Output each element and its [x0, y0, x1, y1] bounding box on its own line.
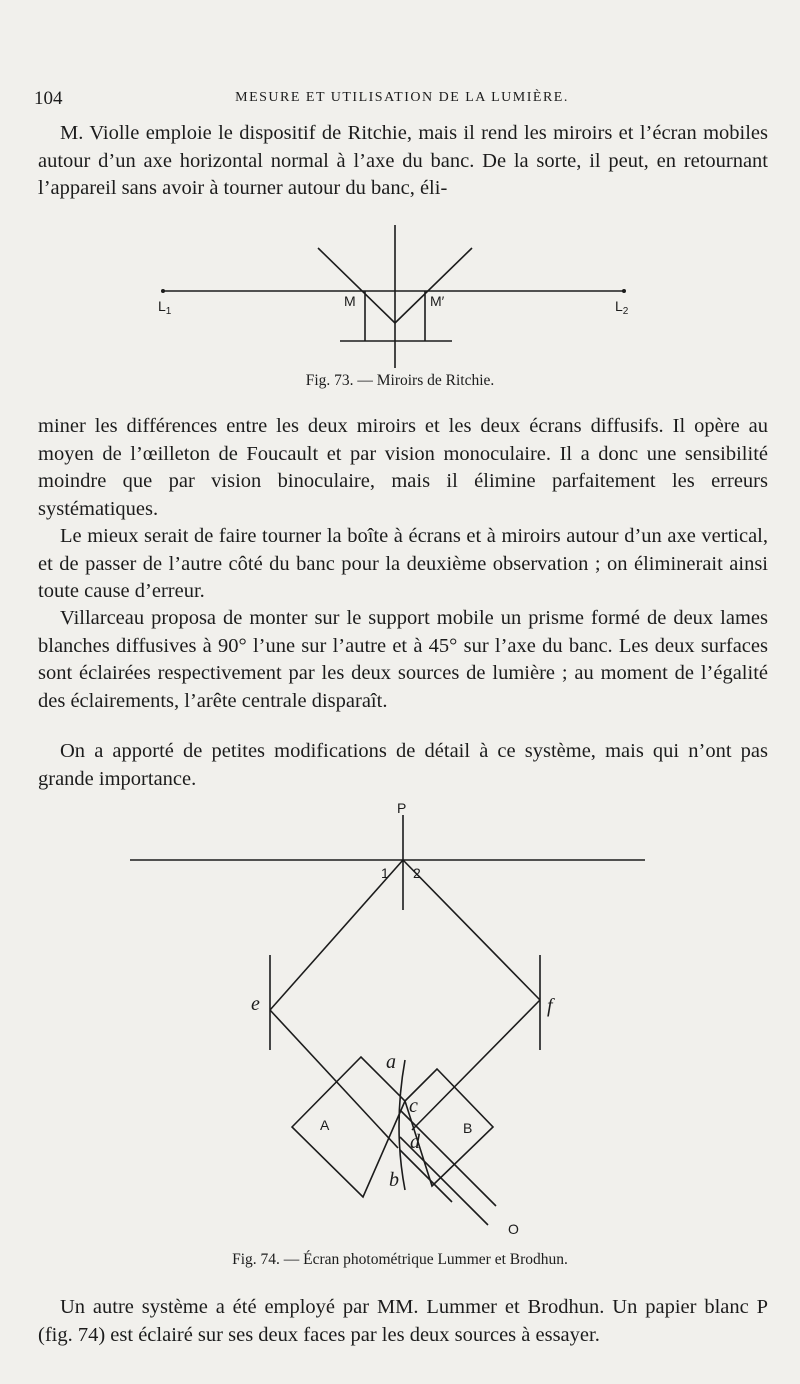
paragraph-violle: M. Violle emploie le dispositif de Ritchie, mais il rend les miroirs et l’écran mobiles autour d’un axe horizontal normal à l’axe du banc. De la sorte, il peut, en retournant l’appareil sans avoir à tourner autour du banc, éli- [38, 122, 768, 199]
fig74-label-f: f [547, 995, 553, 1017]
paragraph-lummer-brodhun: Un autre système a été employé par MM. Lummer et Brodhun. Un papier blanc P (fig. 74) est éclairé sur ses deux faces par les deux sources à essayer. [38, 1296, 768, 1346]
fig74-ray-left-upper [270, 860, 403, 1010]
fig74-label-b: b [389, 1169, 399, 1191]
figure-74-caption: Fig. 74. — Écran photométrique Lummer et Brodhun. [232, 1251, 568, 1268]
paragraph-eliminer: miner les différences entre les deux miroirs et les deux écrans diffusifs. Il opère au moyen de l’œilleton de Foucault et par vision monoculaire. Il a donc une sensibilité moindre que par vision binoculaire, mais il élimine parfaitement les erreurs systématiques. [38, 415, 768, 520]
fig73-label-m-prime: M′ [430, 293, 445, 309]
fig74-hypotenuse-curve [399, 1060, 405, 1190]
fig74-label-c: c [409, 1095, 418, 1117]
fig74-label-1: 1 [381, 865, 389, 881]
fig74-ray-to-o-1 [400, 1110, 496, 1206]
fig74-label-a-prism: A [320, 1117, 330, 1133]
fig74-label-a: a [386, 1051, 396, 1073]
fig74-label-2: 2 [413, 865, 421, 881]
paragraph-villarceau: Villarceau proposa de monter sur le support mobile un prisme formé de deux lames blanches diffusives à 90° l’une sur l’autre et à 45° sur l’axe du banc. Les deux surfaces sont éclairées respectivement par les deux sources de lumière ; au moment de l’égalité des éclairements, l’arête centrale disparaît. [38, 607, 768, 712]
paragraph-modifications: On a apporté de petites modifications de détail à ce système, mais qui n’ont pas grande importance. [38, 740, 768, 790]
figure-73-caption: Fig. 73. — Miroirs de Ritchie. [305, 372, 495, 389]
fig74-label-b-prism: B [463, 1120, 473, 1136]
fig73-label-l1: $L_1$ [158, 298, 172, 317]
page-number: 104 [34, 88, 63, 109]
fig74-label-o: O [508, 1221, 519, 1237]
fig74-ray-right-upper [403, 860, 540, 1000]
fig74-label-p: P [397, 800, 407, 816]
fig74-label-d: d [410, 1131, 420, 1153]
fig73-label-l2: $L_2$ [615, 298, 629, 317]
fig74-ray-to-o-3 [400, 1150, 452, 1202]
running-title: MESURE ET UTILISATION DE LA LUMIÈRE. [235, 90, 569, 105]
fig74-ray-left-lower [270, 1010, 398, 1148]
fig73-label-m: M [344, 293, 356, 309]
fig74-label-e: e [251, 993, 260, 1015]
paragraph-le-mieux: Le mieux serait de faire tourner la boîte à écrans et à miroirs autour d’un axe vertical, et de passer de l’autre côté du banc pour la deuxième observation ; on éliminerait ainsi toute cause d’erreur. [38, 525, 768, 602]
